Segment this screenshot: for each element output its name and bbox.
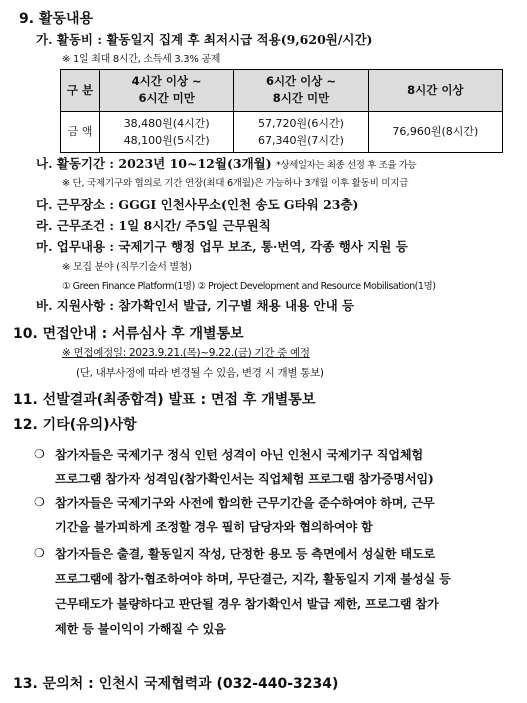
notice-3-line-1: 참가자들은 출결, 활동일지 작성, 단정한 용모 등 측면에서 성실한 태도로: [55, 547, 436, 561]
bullet-icon: ❍: [34, 495, 45, 509]
pay-table: [60, 69, 503, 153]
notice-1-line-2: 프로그램 참가자 성격임(참가확인서는 직업체험 프로그램 참가증명서임): [55, 472, 434, 486]
table-row-label: 금 액: [61, 111, 100, 153]
activity-period-line: 나. 활동기간 : 2023년 10~12월(3개월) *상세일자는 최종 선정 후 조율 가능: [36, 156, 417, 171]
activity-period-small-note: *상세일자는 최종 선정 후 조율 가능: [276, 160, 417, 171]
section-13-title: 13. 문의처 : 인천시 국제협력과 (032-440-3234): [13, 676, 339, 692]
section-11-title: 11. 선발결과(최종합격) 발표 : 면접 후 개별통보: [13, 392, 316, 408]
activity-pay-note: ※ 1일 최대 8시간, 소득세 3.3% 공제: [62, 54, 221, 65]
table-header-col2: 6시간 이상 ~ 8시간 미만: [234, 70, 368, 112]
table-header-col1: 4시간 이상 ~ 6시간 미만: [100, 70, 234, 112]
bullet-icon: ❍: [34, 447, 45, 461]
notice-1-line-1: 참가자들은 국제기구 정식 인턴 성격이 아닌 인천시 국제기구 직업체험: [55, 448, 423, 462]
section-10-title: 10. 면접안내 : 서류심사 후 개별통보: [13, 326, 244, 342]
table-header-col3: 8시간 이상: [368, 70, 502, 112]
activity-period-note: ※ 단, 국제기구와 협의로 기간 연장(최대 6개월)은 가능하나 3개월 이후 활동비 미지급: [62, 178, 409, 189]
recruit-field-note: ※ 모집 분야 (직무기술서 별첨): [62, 262, 192, 273]
job-content-line: 마. 업무내용 : 국제기구 행정 업무 보조, 통·번역, 각종 행사 지원 등: [36, 239, 408, 254]
bullet-icon: ❍: [34, 546, 45, 560]
interview-date-note: ※ 면접예정일: 2023.9.21.(목)~9.22.(금) 기간 중 예정: [62, 347, 310, 359]
support-line: 바. 지원사항 : 참가확인서 발급, 기구별 채용 내용 안내 등: [36, 298, 355, 313]
notice-2-line-2: 기간을 불가피하게 조정할 경우 필히 담당자와 협의하여야 함: [55, 520, 373, 534]
notice-3-line-4: 제한 등 불이익이 가해질 수 있음: [55, 622, 226, 636]
interview-change-note: (단, 내부사정에 따라 변경될 수 있음, 변경 시 개별 통보): [76, 367, 324, 379]
section-12-title: 12. 기타(유의)사항: [13, 417, 137, 433]
work-conditions-line: 라. 근무조건 : 1일 8시간/ 주5일 근무원칙: [36, 218, 271, 233]
notice-3-line-2: 프로그램에 참가·협조하여야 하며, 무단결근, 지각, 활동일지 기재 불성실 등: [55, 572, 451, 586]
activity-pay-line: 가. 활동비 : 활동일지 집계 후 최저시급 적용(9,620원/시간): [36, 32, 373, 47]
notice-3-line-3: 근무태도가 불량하다고 판단될 경우 참가확인서 발급 제한, 프로그램 참가: [55, 597, 439, 611]
table-cell-col3: 76,960원(8시간): [368, 111, 502, 153]
notice-2-line-1: 참가자들은 국제기구와 사전에 합의한 근무기간을 준수하여야 하며, 근무: [55, 496, 435, 510]
work-location-line: 다. 근무장소 : GGGI 인천사무소(인천 송도 G타워 23층): [36, 197, 359, 212]
recruit-field-items: ① Green Finance Platform(1명) ② Project Development and Resource Mobilisation(1명): [62, 281, 436, 292]
section-9-title: 9. 활동내용: [19, 11, 94, 27]
table-cell-col2: 57,720원(6시간) 67,340원(7시간): [234, 111, 368, 153]
table-corner: 구 분: [61, 70, 100, 112]
table-cell-col1: 38,480원(4시간) 48,100원(5시간): [100, 111, 234, 153]
